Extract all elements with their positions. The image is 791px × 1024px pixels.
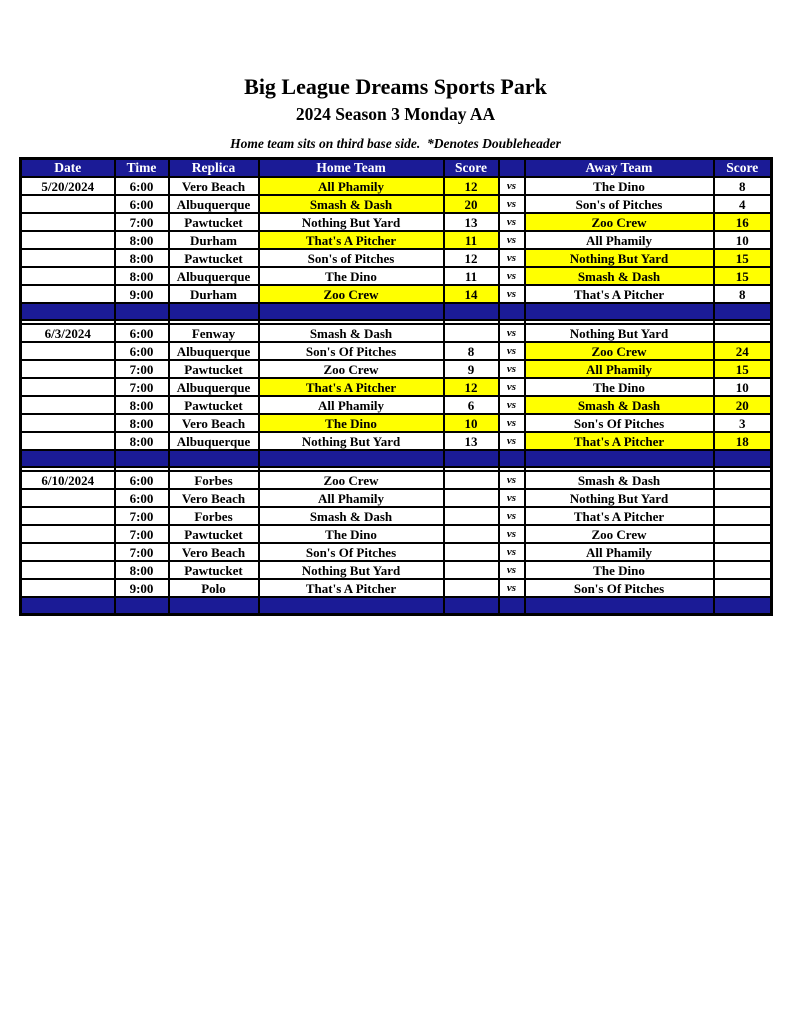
game-row — [21, 507, 772, 525]
game-row — [21, 342, 772, 360]
away-team-cell: Nothing But Yard — [525, 324, 714, 342]
vs-cell: vs — [499, 396, 525, 414]
away-score-cell: 24 — [714, 342, 772, 360]
date-cell — [21, 507, 115, 525]
away-score-cell — [714, 489, 772, 507]
away-score-cell: 15 — [714, 249, 772, 267]
vs-cell: vs — [499, 432, 525, 450]
time-cell: 8:00 — [115, 561, 169, 579]
date-cell — [21, 378, 115, 396]
vs-cell: vs — [499, 213, 525, 231]
date-cell — [21, 195, 115, 213]
separator-cell — [259, 597, 444, 614]
home-team-cell: That's A Pitcher — [259, 378, 444, 396]
away-team-cell: Smash & Dash — [525, 267, 714, 285]
date-cell — [21, 360, 115, 378]
home-team-cell: The Dino — [259, 525, 444, 543]
separator-cell — [525, 450, 714, 467]
game-row — [21, 213, 772, 231]
separator-cell — [115, 597, 169, 614]
replica-cell: Vero Beach — [169, 177, 259, 195]
separator-cell — [525, 597, 714, 614]
date-cell — [21, 285, 115, 303]
separator-cell — [444, 597, 499, 614]
home-score-cell — [444, 507, 499, 525]
home-score-cell — [444, 561, 499, 579]
replica-cell: Pawtucket — [169, 213, 259, 231]
home-team-cell: Son's of Pitches — [259, 249, 444, 267]
time-cell: 7:00 — [115, 360, 169, 378]
separator-cell — [499, 450, 525, 467]
separator-cell — [444, 450, 499, 467]
away-score-cell — [714, 324, 772, 342]
away-score-cell: 8 — [714, 177, 772, 195]
home-score-cell — [444, 489, 499, 507]
game-row — [21, 249, 772, 267]
game-row — [21, 396, 772, 414]
date-cell — [21, 579, 115, 597]
date-cell — [21, 342, 115, 360]
game-row — [21, 177, 772, 195]
page-title: Big League Dreams Sports Park — [244, 74, 547, 99]
home-score-cell — [444, 543, 499, 561]
separator-cell — [169, 303, 259, 320]
game-row — [21, 561, 772, 579]
vs-cell: vs — [499, 324, 525, 342]
time-cell: 8:00 — [115, 432, 169, 450]
away-score-cell: 3 — [714, 414, 772, 432]
home-score-cell: 9 — [444, 360, 499, 378]
replica-cell: Vero Beach — [169, 414, 259, 432]
vs-cell: vs — [499, 342, 525, 360]
away-score-cell: 18 — [714, 432, 772, 450]
time-cell: 8:00 — [115, 267, 169, 285]
vs-cell: vs — [499, 507, 525, 525]
replica-cell: Albuquerque — [169, 378, 259, 396]
vs-cell: vs — [499, 231, 525, 249]
away-score-cell — [714, 507, 772, 525]
separator-cell — [499, 597, 525, 614]
away-team-cell: That's A Pitcher — [525, 285, 714, 303]
replica-cell: Polo — [169, 579, 259, 597]
home-team-cell: That's A Pitcher — [259, 231, 444, 249]
replica-cell: Pawtucket — [169, 249, 259, 267]
separator-cell — [259, 450, 444, 467]
date-cell: 6/10/2024 — [21, 471, 115, 489]
separator-cell — [115, 450, 169, 467]
separator-cell — [714, 597, 772, 614]
replica-cell: Forbes — [169, 471, 259, 489]
replica-cell: Albuquerque — [169, 195, 259, 213]
page-subtitle: 2024 Season 3 Monday AA — [295, 104, 496, 124]
away-score-cell — [714, 471, 772, 489]
replica-cell: Durham — [169, 285, 259, 303]
time-cell: 7:00 — [115, 378, 169, 396]
separator-row — [21, 450, 772, 467]
separator-cell — [21, 597, 115, 614]
time-cell: 6:00 — [115, 177, 169, 195]
separator-row — [21, 303, 772, 320]
replica-cell: Forbes — [169, 507, 259, 525]
separator-cell — [714, 303, 772, 320]
game-row — [21, 579, 772, 597]
home-score-cell: 12 — [444, 378, 499, 396]
date-cell — [21, 249, 115, 267]
away-team-cell: Nothing But Yard — [525, 489, 714, 507]
vs-cell: vs — [499, 249, 525, 267]
away-team-cell: Son's Of Pitches — [525, 579, 714, 597]
away-team-cell: Zoo Crew — [525, 213, 714, 231]
home-score-cell: 8 — [444, 342, 499, 360]
col-header-away-score: Score — [714, 159, 772, 178]
separator-row — [21, 597, 772, 614]
date-cell — [21, 267, 115, 285]
time-cell: 8:00 — [115, 396, 169, 414]
time-cell: 9:00 — [115, 285, 169, 303]
game-row — [21, 195, 772, 213]
schedule-body — [21, 177, 772, 614]
away-team-cell: All Phamily — [525, 543, 714, 561]
game-row — [21, 489, 772, 507]
away-score-cell: 16 — [714, 213, 772, 231]
col-header-replica: Replica — [169, 159, 259, 178]
home-team-cell: Son's Of Pitches — [259, 342, 444, 360]
time-cell: 6:00 — [115, 471, 169, 489]
away-score-cell — [714, 543, 772, 561]
replica-cell: Pawtucket — [169, 561, 259, 579]
home-team-cell: All Phamily — [259, 489, 444, 507]
replica-cell: Albuquerque — [169, 432, 259, 450]
vs-cell: vs — [499, 360, 525, 378]
away-score-cell: 10 — [714, 231, 772, 249]
time-cell: 6:00 — [115, 489, 169, 507]
away-team-cell: That's A Pitcher — [525, 507, 714, 525]
replica-cell: Fenway — [169, 324, 259, 342]
replica-cell: Vero Beach — [169, 543, 259, 561]
separator-cell — [444, 303, 499, 320]
home-team-cell: Zoo Crew — [259, 360, 444, 378]
replica-cell: Albuquerque — [169, 342, 259, 360]
away-team-cell: The Dino — [525, 561, 714, 579]
away-team-cell: Zoo Crew — [525, 342, 714, 360]
home-team-cell: That's A Pitcher — [259, 579, 444, 597]
col-header-time: Time — [115, 159, 169, 178]
home-score-cell — [444, 525, 499, 543]
date-cell — [21, 561, 115, 579]
time-cell: 7:00 — [115, 543, 169, 561]
time-cell: 7:00 — [115, 507, 169, 525]
game-row — [21, 432, 772, 450]
game-row — [21, 378, 772, 396]
home-team-cell: All Phamily — [259, 396, 444, 414]
away-team-cell: Zoo Crew — [525, 525, 714, 543]
away-team-cell: That's A Pitcher — [525, 432, 714, 450]
time-cell: 6:00 — [115, 324, 169, 342]
home-team-cell: Nothing But Yard — [259, 561, 444, 579]
home-team-cell: Smash & Dash — [259, 324, 444, 342]
vs-cell: vs — [499, 378, 525, 396]
home-score-cell — [444, 324, 499, 342]
separator-cell — [499, 303, 525, 320]
col-header-vs — [499, 159, 525, 178]
vs-cell: vs — [499, 195, 525, 213]
home-team-cell: Zoo Crew — [259, 285, 444, 303]
vs-cell: vs — [499, 285, 525, 303]
col-header-home-team: Home Team — [259, 159, 444, 178]
schedule-header-row — [21, 159, 772, 178]
game-row — [21, 324, 772, 342]
home-score-cell: 13 — [444, 432, 499, 450]
separator-cell — [525, 303, 714, 320]
time-cell: 9:00 — [115, 579, 169, 597]
time-cell: 8:00 — [115, 414, 169, 432]
game-row — [21, 267, 772, 285]
game-row — [21, 285, 772, 303]
replica-cell: Pawtucket — [169, 396, 259, 414]
game-row — [21, 525, 772, 543]
vs-cell: vs — [499, 543, 525, 561]
away-team-cell: Son's of Pitches — [525, 195, 714, 213]
home-score-cell: 14 — [444, 285, 499, 303]
separator-cell — [115, 303, 169, 320]
vs-cell: vs — [499, 561, 525, 579]
home-score-cell: 11 — [444, 267, 499, 285]
game-row — [21, 471, 772, 489]
home-team-cell: All Phamily — [259, 177, 444, 195]
away-team-cell: All Phamily — [525, 231, 714, 249]
vs-cell: vs — [499, 267, 525, 285]
date-cell — [21, 414, 115, 432]
replica-cell: Albuquerque — [169, 267, 259, 285]
away-score-cell: 8 — [714, 285, 772, 303]
away-score-cell: 15 — [714, 267, 772, 285]
time-cell: 8:00 — [115, 249, 169, 267]
date-cell — [21, 213, 115, 231]
vs-cell: vs — [499, 525, 525, 543]
away-team-cell: Nothing But Yard — [525, 249, 714, 267]
game-row — [21, 543, 772, 561]
away-score-cell: 15 — [714, 360, 772, 378]
game-row — [21, 360, 772, 378]
separator-cell — [21, 303, 115, 320]
game-row — [21, 231, 772, 249]
home-score-cell — [444, 471, 499, 489]
away-score-cell: 10 — [714, 378, 772, 396]
home-score-cell: 6 — [444, 396, 499, 414]
replica-cell: Pawtucket — [169, 525, 259, 543]
date-cell — [21, 489, 115, 507]
separator-cell — [714, 450, 772, 467]
away-team-cell: Smash & Dash — [525, 396, 714, 414]
replica-cell: Pawtucket — [169, 360, 259, 378]
away-team-cell: The Dino — [525, 177, 714, 195]
date-cell — [21, 525, 115, 543]
away-team-cell: The Dino — [525, 378, 714, 396]
away-score-cell — [714, 525, 772, 543]
time-cell: 8:00 — [115, 231, 169, 249]
replica-cell: Durham — [169, 231, 259, 249]
schedule-table — [19, 157, 773, 616]
date-cell: 6/3/2024 — [21, 324, 115, 342]
home-team-cell: Smash & Dash — [259, 195, 444, 213]
home-score-cell: 10 — [444, 414, 499, 432]
home-score-cell: 20 — [444, 195, 499, 213]
separator-cell — [259, 303, 444, 320]
home-team-cell: The Dino — [259, 414, 444, 432]
home-team-cell: Smash & Dash — [259, 507, 444, 525]
date-cell — [21, 432, 115, 450]
home-score-cell: 13 — [444, 213, 499, 231]
home-team-cell: The Dino — [259, 267, 444, 285]
vs-cell: vs — [499, 177, 525, 195]
away-team-cell: Smash & Dash — [525, 471, 714, 489]
away-score-cell: 4 — [714, 195, 772, 213]
away-score-cell — [714, 579, 772, 597]
date-cell: 5/20/2024 — [21, 177, 115, 195]
col-header-away-team: Away Team — [525, 159, 714, 178]
time-cell: 7:00 — [115, 525, 169, 543]
vs-cell: vs — [499, 489, 525, 507]
col-header-home-score: Score — [444, 159, 499, 178]
home-score-cell: 12 — [444, 177, 499, 195]
away-score-cell: 20 — [714, 396, 772, 414]
home-score-cell: 12 — [444, 249, 499, 267]
vs-cell: vs — [499, 414, 525, 432]
replica-cell: Vero Beach — [169, 489, 259, 507]
date-cell — [21, 543, 115, 561]
separator-cell — [21, 450, 115, 467]
separator-cell — [169, 597, 259, 614]
away-score-cell — [714, 561, 772, 579]
home-team-cell: Nothing But Yard — [259, 432, 444, 450]
home-score-cell — [444, 579, 499, 597]
home-team-cell: Nothing But Yard — [259, 213, 444, 231]
date-cell — [21, 396, 115, 414]
time-cell: 7:00 — [115, 213, 169, 231]
vs-cell: vs — [499, 579, 525, 597]
home-score-cell: 11 — [444, 231, 499, 249]
col-header-date: Date — [21, 159, 115, 178]
vs-cell: vs — [499, 471, 525, 489]
away-team-cell: All Phamily — [525, 360, 714, 378]
page-note: Home team sits on third base side. *Denotes Doubleheader — [230, 136, 561, 151]
home-team-cell: Son's Of Pitches — [259, 543, 444, 561]
time-cell: 6:00 — [115, 195, 169, 213]
home-team-cell: Zoo Crew — [259, 471, 444, 489]
separator-cell — [169, 450, 259, 467]
date-cell — [21, 231, 115, 249]
document-page — [0, 74, 791, 616]
game-row — [21, 414, 772, 432]
time-cell: 6:00 — [115, 342, 169, 360]
away-team-cell: Son's Of Pitches — [525, 414, 714, 432]
